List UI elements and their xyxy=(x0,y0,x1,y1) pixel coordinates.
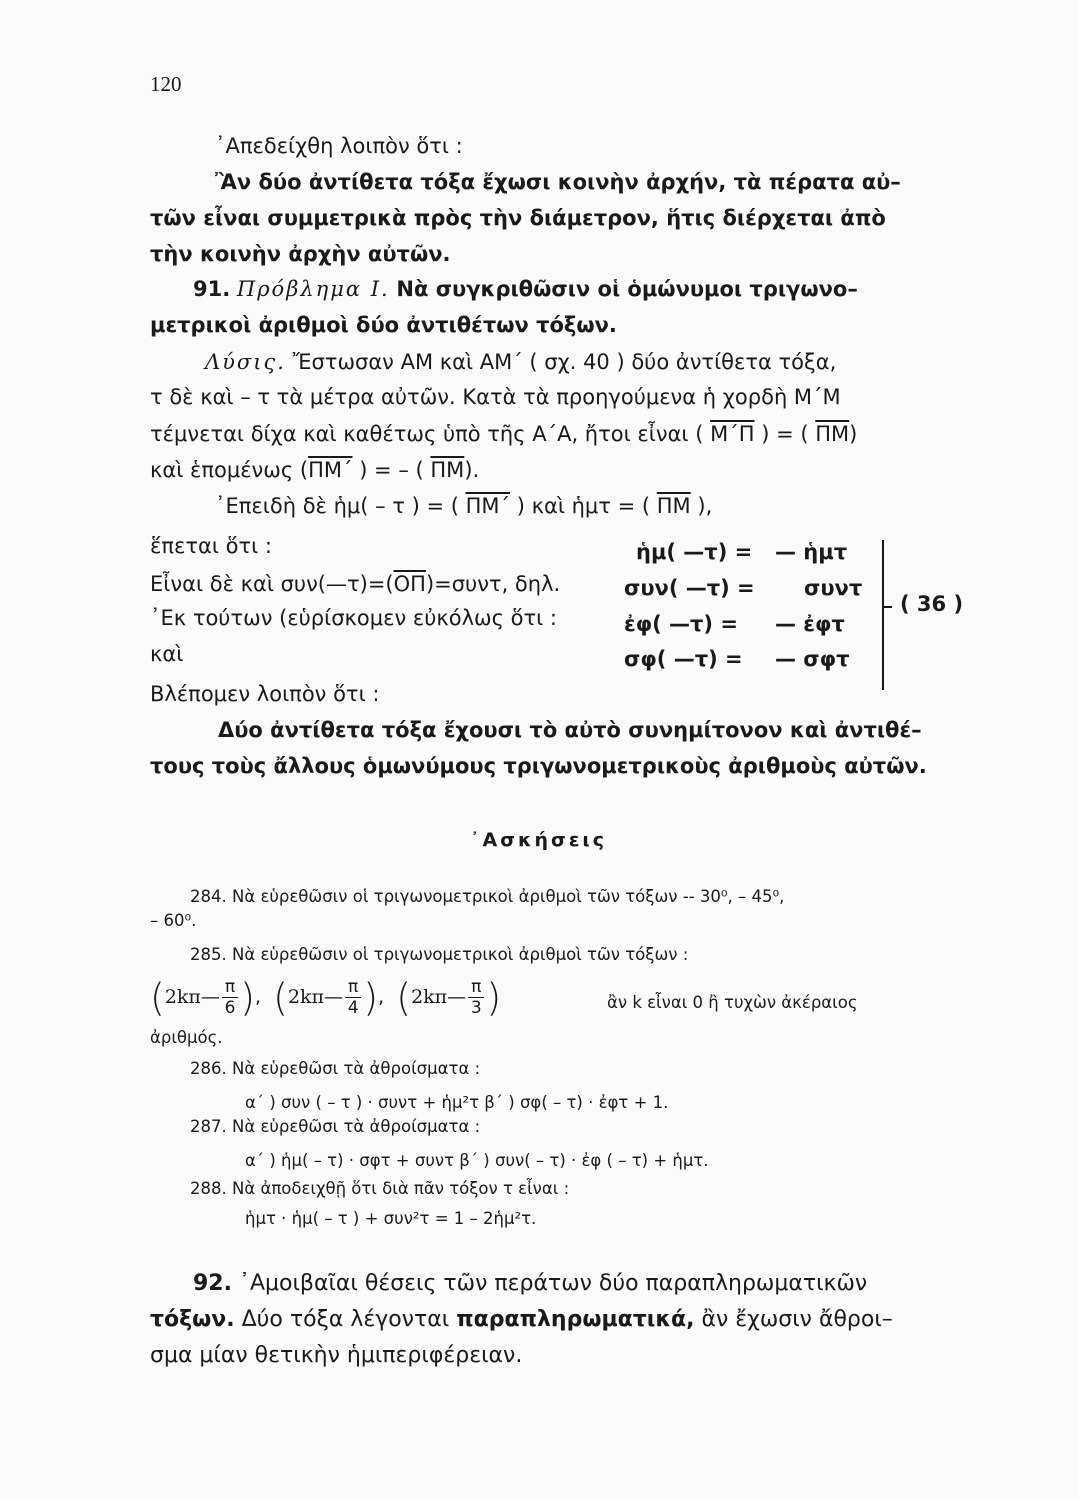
exercise-285-line-1: 285. Νὰ εὑρεθῶσιν οἱ τριγωνομετρικοὶ ἀριθμοὶ τῶν τόξων : xyxy=(190,945,689,964)
exercise-287-line-2: α΄ ) ἡμ( – τ) · σφτ + συντ β΄ ) συν( – τ) · ἐφ ( – τ) + ἡμτ. xyxy=(245,1151,709,1170)
section-92-line-2: τόξων. Δύο τόξα λέγονται παραπληρωματικά, ἂν ἔχωσιν ἄθροι– xyxy=(150,1307,893,1332)
exercise-285-fractions: (2kπ— $\frac{\pi}{6}$ ), (2kπ— $\frac{\pi}{4}$ ), (2kπ— $\frac{\pi}{3}$ ) xyxy=(150,975,502,1020)
eq-2-right: συντ xyxy=(804,576,863,600)
eq-left-4: καὶ xyxy=(150,642,184,666)
solution-line-5: ᾿Επειδὴ δὲ ἡμ( – τ ) = ( $\overline{\Pi M΄}$ ) καὶ ἡμτ = ( $\overline{\Pi M}$ ), xyxy=(215,494,713,518)
fraction-pi-4: $\frac{\pi}{4}$ xyxy=(345,977,361,1018)
conclusion-line-1: Δύο ἀντίθετα τόξα ἔχουσι τὸ αὐτὸ συνημίτονον καὶ ἀντιθέ– xyxy=(218,718,922,742)
exercise-288-line-2: ἡμτ · ἡμ( – τ ) + συν²τ = 1 – 2ἡμ²τ. xyxy=(245,1209,537,1228)
theorem-line-2: τῶν εἶναι συμμετρικὰ πρὸς τὴν διάμετρον, ἥτις διέρχεται ἀπὸ xyxy=(150,206,886,230)
conclusion-intro: Βλέπομεν λοιπὸν ὅτι : xyxy=(150,682,380,706)
solution-line-1 xyxy=(205,348,836,376)
eq-4-left: σφ( —τ) = xyxy=(624,647,743,671)
solution-text-1: Ἔστωσαν ΑΜ καὶ ΑΜ΄ ( σχ. 40 ) δύο ἀντίθετα τόξα, xyxy=(292,350,837,374)
exercises-title: ᾿Ασκήσεις xyxy=(470,829,608,851)
eq-1-left: ἡμ( —τ) = xyxy=(636,540,753,564)
page-number: 120 xyxy=(150,72,182,96)
section-92-line-1: 92. ᾿Αμοιβαῖαι θέσεις τῶν περάτων δύο παραπληρωματικῶν xyxy=(193,1271,868,1296)
eq-3-right: — ἐφτ xyxy=(775,612,845,636)
exercise-287-line-1: 287. Νὰ εὑρεθῶσι τὰ ἀθροίσματα : xyxy=(190,1117,481,1136)
eq-left-3: ᾿Εκ τούτων (εὑρίσκομεν εὐκόλως ὅτι : xyxy=(150,606,557,630)
section-92-line-3: σμα μίαν θετικὴν ἡμιπεριφέρειαν. xyxy=(150,1343,523,1368)
section-91-heading xyxy=(193,275,858,303)
eq-1-right: — ἡμτ xyxy=(775,540,848,564)
section-91-text-2: μετρικοὶ ἀριθμοὶ δύο ἀντιθέτων τόξων. xyxy=(150,313,617,337)
exercise-286-line-1: 286. Νὰ εὑρεθῶσι τὰ ἀθροίσματα : xyxy=(190,1059,481,1078)
exercise-285-line-2: ἂν k εἶναι 0 ἢ τυχὼν ἀκέραιος xyxy=(607,993,858,1012)
fraction-pi-3: $\frac{\pi}{3}$ xyxy=(468,977,484,1018)
theorem-line-1: Ἂν δύο ἀντίθετα τόξα ἔχωσι κοινὴν ἀρχήν, τὰ πέρατα αὐ– xyxy=(215,170,901,194)
eq-left-2: Εἶναι δὲ καὶ $\sigma\upsilon\nu(—\tau)=(\overline{O\Pi})=\sigma\upsilon\nu\tau$, δηλ. xyxy=(150,572,561,596)
solution-line-2: τ δὲ καὶ – τ τὰ μέτρα αὐτῶν. Κατὰ τὰ προηγούμενα ἡ χορδὴ Μ΄Μ xyxy=(150,385,841,409)
theorem-line-3: τὴν κοινὴν ἀρχὴν αὐτῶν. xyxy=(150,242,451,266)
solution-label: Λύσις. xyxy=(205,350,286,374)
solution-line-3: τέμνεται δίχα καὶ καθέτως ὑπὸ τῆς Α΄Α, ἤτοι εἶναι ( $\overline{M΄\Pi}$ ) = ( $\overline{\Pi M}$) xyxy=(150,422,858,446)
eq-2-left: συν( —τ) = xyxy=(624,576,755,600)
exercise-284-line-1: 284. Νὰ εὑρεθῶσιν οἱ τριγωνομετρικοὶ ἀριθμοὶ τῶν τόξων -- 30⁰, – 45⁰, xyxy=(190,887,785,906)
section-91-label: Πρόβλημα Ι. xyxy=(236,277,390,301)
eq-3-left: ἐφ( —τ) = xyxy=(624,612,738,636)
equation-number: ( 36 ) xyxy=(900,592,964,616)
exercise-284-line-2: – 60⁰. xyxy=(150,911,197,930)
exercise-285-line-3: ἀριθμός. xyxy=(150,1028,223,1047)
exercise-288-line-1: 288. Νὰ ἀποδειχθῇ ὅτι διὰ πᾶν τόξον τ εἶναι : xyxy=(190,1179,570,1198)
fraction-pi-6: $\frac{\pi}{6}$ xyxy=(222,977,238,1018)
eq-4-right: — σφτ xyxy=(775,647,850,671)
section-91-text: Νὰ συγκριθῶσιν οἱ ὁμώνυμοι τριγωνο– xyxy=(396,277,858,301)
equation-brace xyxy=(868,540,884,690)
intro-text: ᾿Απεδείχθη λοιπὸν ὅτι : xyxy=(215,134,463,158)
solution-line-4: καὶ ἑπομένως ($\overline{\Pi M΄}$ ) = – ( $\overline{\Pi M}$). xyxy=(150,458,480,482)
exercise-286-line-2: α΄ ) συν ( – τ ) · συντ + ἡμ²τ β΄ ) σφ( – τ) · ἐφτ + 1. xyxy=(245,1093,669,1112)
eq-left-1: ἕπεται ὅτι : xyxy=(150,534,272,558)
section-91-number: 91. xyxy=(193,277,231,301)
conclusion-line-2: τους τοὺς ἄλλους ὁμωνύμους τριγωνομετρικοὺς ἀριθμοὺς αὐτῶν. xyxy=(150,754,927,778)
